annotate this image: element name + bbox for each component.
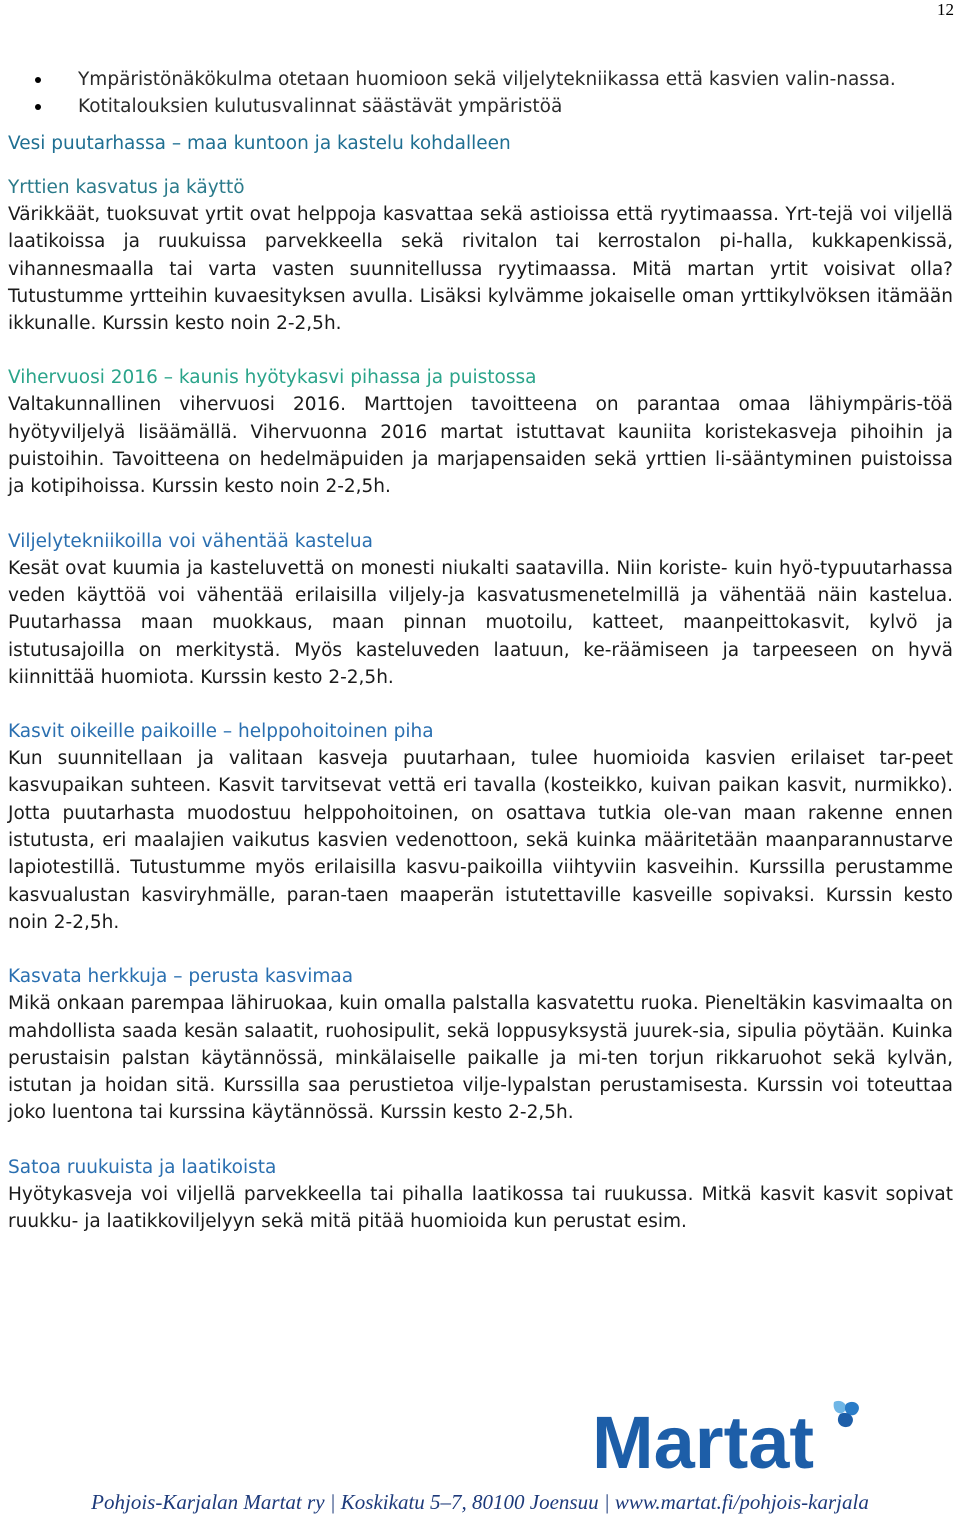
- list-item: [8, 93, 953, 120]
- footer-address: Pohjois-Karjalan Martat ry | Koskikatu 5–7, 80100 Joensuu | www.martat.fi/pohjois-karjala: [91, 1490, 869, 1514]
- section-vihervuosi: [8, 364, 953, 500]
- bullet-icon: [35, 77, 41, 83]
- section-kasvata: [8, 963, 953, 1126]
- section-text: Kesät ovat kuumia ja kasteluvettä on monesti niukalti saatavilla. Niin koriste- kuin hyö-typuutarhassa veden käyttöä voi vähentää erilaisilla viljely-ja kasvatusmenetelmillä ja vähentää näin kastelua. Puutarhassa maan muokkaus, maan pinnan muotoilu, katteet, maanpeittokasvit, kylvö ja istutusajoilla on merkitystä. Myös kasteluveden laatuun, ke-räämiseen ja tarpeeseen on hyvä kiinnittää huomiota. Kurssin kesto 2-2,5h.: [8, 557, 953, 688]
- page-number: 12: [937, 0, 954, 19]
- logo-emblem-icon: [834, 1401, 859, 1427]
- bullet-text: Ympäristönäkökulma otetaan huomioon sekä viljelytekniikassa että kasvien valin-nassa.: [78, 69, 896, 90]
- bullet-list: [8, 66, 953, 120]
- section-heading: Viljelytekniikoilla voi vähentää kastelua: [8, 530, 373, 552]
- section-text: Kun suunnitellaan ja valitaan kasveja puutarhaan, tulee huomioida kasvien erilaiset tar-peet kasvupaikan suhteen. Kasvit tarvitsevat vettä eri tavalla (kosteikko, kuivan paikan kasvit, nurmikko). Jotta puutarhasta muodostuu helppohoitoinen, on osattava tutkia ole-van maan rakenne ennen istutusta, eri maalajien vaikutus kasvien vedenottoon, sekä kuinka määritetään maanparannustarve lapiotestillä. Tutustumme myös erilaisilla kasvu-paikoilla viihtyviin kasveihin. Kurssilla perustamme kasvualustan kasviryhmälle, paran-taen maaperän istutettaville kasveille sopivaksi. Kurssin kesto noin 2-2,5h.: [8, 748, 953, 933]
- section-yrtit: [8, 174, 953, 337]
- list-item: [8, 66, 953, 93]
- section-heading: Satoa ruukuista ja laatikoista: [8, 1156, 277, 1178]
- section-text: Valtakunnallinen vihervuosi 2016. Marttojen tavoitteena on parantaa omaa lähiympäris-töä hyötyviljelyä lisäämällä. Vihervuonna 2016 martat istuttavat kauniita koristekasveja pihoihin ja puistoihin. Tavoitteena on hedelmäpuiden ja marjapensaiden sekä yrttien li-sääntyminen puistoissa ja kotipihoissa. Kurssin kesto noin 2-2,5h.: [8, 394, 953, 498]
- section-satoa: [8, 1154, 953, 1236]
- section-text: Hyötykasveja voi viljellä parvekkeella tai pihalla laatikossa tai ruukussa. Mitkä kasvit kasvit sopivat ruukku- ja laatikkoviljelyyn sekä mitä pitää huomioida kun perustat esim.: [8, 1183, 953, 1233]
- section-heading: Vesi puutarhassa – maa kuntoon ja kastelu kohdalleen: [8, 133, 511, 154]
- section-text: Mikä onkaan parempaa lähiruokaa, kuin omalla palstalla kasvatettu ruoka. Pieneltäkin kasvimaalta on mahdollista saada kesän salaatit, ruohosipulit, sekä loppusyksystä juurek-sia, sipulia pöytään. Kuinka perustaisin palstan käytännössä, minkälaiselle paikalle ja mi-ten torjun rikkaruohot sekä kylvän, istutan ja hoidan sitä. Kurssilla saa perustietoa vilje-lypalstan perustamisesta. Kurssin voi toteuttaa joko luentona tai kurssina käytännössä. Kurssin kesto 2-2,5h.: [8, 993, 953, 1124]
- section-viljely: [8, 528, 953, 691]
- section-text: Värikkäät, tuoksuvat yrtit ovat helppoja kasvattaa sekä astioissa että ryytimaassa. Yrt-tejä voi viljellä laatikoissa ja ruukuissa parvekkeella sekä rivitalon tai kerrostalon pi-halla, kukkapenkissä, vihannesmaalla tai varta vasten suunnitellussa ryytimaassa. Mitä martan yrtit voisivat olla? Tutustumme yrtteihin kuvaesityksen avulla. Lisäksi kylvämme jokaiselle oman yrttikylvöksen itämään ikkunalle. Kurssin kesto noin 2-2,5h.: [8, 204, 953, 335]
- section-heading: Kasvata herkkuja – perusta kasvimaa: [8, 966, 354, 988]
- section-heading: Vihervuosi 2016 – kaunis hyötykasvi pihassa ja puistossa: [8, 367, 537, 389]
- martat-logo: [592, 1396, 874, 1474]
- section-heading: Kasvit oikeille paikoille – helppohoitoinen piha: [8, 721, 434, 743]
- section-kasvit: [8, 718, 953, 936]
- section-heading: Yrttien kasvatus ja käyttö: [8, 177, 245, 198]
- section-vesi: [8, 130, 953, 157]
- bullet-text: Kotitalouksien kulutusvalinnat säästävät ympäristöä: [78, 96, 563, 117]
- logo-text: Martat: [592, 1401, 815, 1474]
- main-content: [8, 66, 953, 1235]
- bullet-icon: [35, 104, 41, 110]
